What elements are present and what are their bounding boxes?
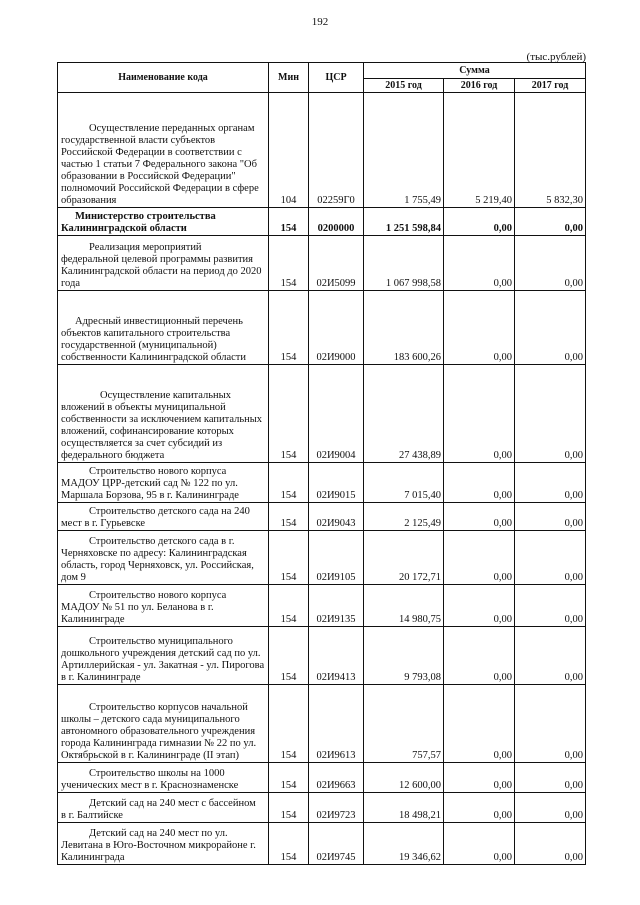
row-csr: 0200000 — [309, 208, 364, 236]
table-row — [58, 823, 586, 865]
row-name-rest: Черняховске по адресу: Калининградская область, город Черняховск, ул. Российская, дом 9 — [61, 548, 254, 583]
row-2015: 757,57 — [364, 685, 444, 763]
header-2015: 2015 год — [364, 79, 444, 93]
row-2017: 0,00 — [515, 585, 586, 627]
row-2016: 0,00 — [444, 365, 515, 463]
row-name-rest: мест в г. Гурьевске — [61, 518, 146, 529]
row-name-first: Реализация мероприятий — [89, 242, 202, 253]
row-name — [58, 365, 269, 463]
row-2015: 14 980,75 — [364, 585, 444, 627]
row-csr: 02И9015 — [309, 463, 364, 503]
row-name — [58, 793, 269, 823]
table-row — [58, 531, 586, 585]
row-2017: 0,00 — [515, 763, 586, 793]
row-2015: 183 600,26 — [364, 291, 444, 365]
row-min: 154 — [269, 208, 309, 236]
row-2015: 2 125,49 — [364, 503, 444, 531]
table-header — [58, 63, 586, 93]
row-2016: 0,00 — [444, 208, 515, 236]
row-name — [58, 93, 269, 208]
row-csr: 02И9105 — [309, 531, 364, 585]
row-name-first: Строительство детского сада в г. — [89, 536, 235, 547]
row-csr: 02И9663 — [309, 763, 364, 793]
row-min: 154 — [269, 463, 309, 503]
row-name-rest: в г. Балтийске — [61, 810, 123, 821]
row-2015: 1 755,49 — [364, 93, 444, 208]
row-min: 154 — [269, 365, 309, 463]
header-min: Мин — [269, 63, 309, 93]
row-csr: 02259Г0 — [309, 93, 364, 208]
row-name-first: Осуществление капитальных — [100, 390, 231, 401]
table-row — [58, 93, 586, 208]
row-2017: 0,00 — [515, 503, 586, 531]
row-name — [58, 503, 269, 531]
row-2015: 1 251 598,84 — [364, 208, 444, 236]
row-2017: 0,00 — [515, 463, 586, 503]
row-name-first: Строительство нового корпуса — [89, 590, 227, 601]
row-2016: 0,00 — [444, 685, 515, 763]
row-2016: 0,00 — [444, 291, 515, 365]
table-row — [58, 627, 586, 685]
row-csr: 02И5099 — [309, 236, 364, 291]
row-2017: 0,00 — [515, 823, 586, 865]
row-2017: 0,00 — [515, 531, 586, 585]
header-2016: 2016 год — [444, 79, 515, 93]
row-name-rest: школы – детского сада муниципального автономного образовательного учреждения города Калининграда гимназии № 22 по ул. Октябрьской в г. Калининграде (II этап) — [61, 714, 257, 761]
row-name-rest: МАДОУ ЦРР-детский сад № 122 по ул. Маршала Борзова, 95 в г. Калининграде — [61, 478, 239, 501]
table-row — [58, 463, 586, 503]
row-name — [58, 236, 269, 291]
row-csr: 02И9000 — [309, 291, 364, 365]
table-row — [58, 763, 586, 793]
row-csr: 02И9723 — [309, 793, 364, 823]
row-csr: 02И9004 — [309, 365, 364, 463]
row-2017: 0,00 — [515, 208, 586, 236]
row-name-rest: федеральной целевой программы развития Калининградской области на период до 2020 года — [61, 254, 262, 289]
row-min: 154 — [269, 793, 309, 823]
row-name — [58, 627, 269, 685]
row-2016: 0,00 — [444, 503, 515, 531]
row-min: 154 — [269, 585, 309, 627]
row-2017: 0,00 — [515, 627, 586, 685]
table-row — [58, 503, 586, 531]
row-name — [58, 208, 269, 236]
table-row — [58, 793, 586, 823]
table-row — [58, 585, 586, 627]
row-2016: 0,00 — [444, 236, 515, 291]
row-name-rest: ученических мест в г. Краснознаменске — [61, 780, 239, 791]
row-csr: 02И9613 — [309, 685, 364, 763]
row-min: 154 — [269, 763, 309, 793]
row-name-first: Строительство школы на 1000 — [89, 768, 225, 779]
row-name — [58, 823, 269, 865]
row-2017: 0,00 — [515, 291, 586, 365]
row-name-first: Строительство муниципального — [89, 636, 233, 647]
row-2015: 7 015,40 — [364, 463, 444, 503]
table-body — [58, 93, 586, 865]
row-2017: 0,00 — [515, 793, 586, 823]
row-2015: 1 067 998,58 — [364, 236, 444, 291]
row-2016: 5 219,40 — [444, 93, 515, 208]
row-min: 154 — [269, 503, 309, 531]
row-name-rest: МАДОУ № 51 по ул. Беланова в г. Калининграде — [61, 602, 214, 625]
row-min: 154 — [269, 823, 309, 865]
row-2016: 0,00 — [444, 531, 515, 585]
table-row — [58, 208, 586, 236]
row-name-rest: объектов капитального строительства государственной (муниципальной) собственности Калининградской области — [61, 328, 247, 363]
row-csr: 02И9135 — [309, 585, 364, 627]
row-name-first: Строительство детского сада на 240 — [89, 506, 250, 517]
row-name-first: Строительство корпусов начальной — [89, 702, 248, 713]
row-name-first: Детский сад на 240 мест по ул. — [89, 828, 228, 839]
row-name — [58, 291, 269, 365]
row-min: 104 — [269, 93, 309, 208]
row-2016: 0,00 — [444, 823, 515, 865]
row-name — [58, 463, 269, 503]
row-min: 154 — [269, 531, 309, 585]
row-name — [58, 531, 269, 585]
row-name-rest: государственной власти субъектов Российской Федерации в соответствии с частью 1 статьи 7 Федерального закона "Об образовании в Российской Федерации" полномочий Российской Федерации в сфере образования — [61, 135, 259, 206]
row-2015: 9 793,08 — [364, 627, 444, 685]
page-number: 192 — [311, 16, 329, 28]
row-name — [58, 685, 269, 763]
row-name-first: Адресный инвестиционный перечень — [75, 316, 243, 327]
row-2016: 0,00 — [444, 793, 515, 823]
table-row — [58, 685, 586, 763]
budget-table — [57, 62, 586, 865]
row-2016: 0,00 — [444, 763, 515, 793]
table-row — [58, 236, 586, 291]
row-2016: 0,00 — [444, 463, 515, 503]
row-2016: 0,00 — [444, 627, 515, 685]
units-label: (тыс.рублей) — [526, 51, 586, 63]
row-min: 154 — [269, 685, 309, 763]
row-2017: 0,00 — [515, 685, 586, 763]
row-2015: 27 438,89 — [364, 365, 444, 463]
header-2017: 2017 год — [515, 79, 586, 93]
row-name-first: Министерство строительства — [75, 211, 216, 222]
row-min: 154 — [269, 627, 309, 685]
header-sum: Сумма — [364, 63, 586, 79]
row-2017: 0,00 — [515, 365, 586, 463]
row-name-rest: дошкольного учреждения детский сад по ул. Артиллерийская - ул. Закатная - ул. Пирогова в г. Калининграде — [61, 648, 265, 683]
row-name-rest: вложений в объекты муниципальной собственности за исключением капитальных вложений, софинансирование которых осуществляется за счет субсидий из федерального бюджета — [61, 402, 263, 461]
row-csr: 02И9043 — [309, 503, 364, 531]
row-name-first: Осуществление переданных органам — [89, 123, 255, 134]
row-2016: 0,00 — [444, 585, 515, 627]
row-2015: 12 600,00 — [364, 763, 444, 793]
header-csr: ЦСР — [309, 63, 364, 93]
row-name-first: Строительство нового корпуса — [89, 466, 227, 477]
row-2017: 0,00 — [515, 236, 586, 291]
row-name-rest: Левитана в Юго-Восточном микрорайоне г. Калининграда — [61, 840, 256, 863]
row-2017: 5 832,30 — [515, 93, 586, 208]
row-name — [58, 585, 269, 627]
table-row — [58, 291, 586, 365]
row-2015: 19 346,62 — [364, 823, 444, 865]
row-name-rest: Калининградской области — [61, 223, 187, 234]
row-2015: 20 172,71 — [364, 531, 444, 585]
row-name — [58, 763, 269, 793]
row-csr: 02И9413 — [309, 627, 364, 685]
row-csr: 02И9745 — [309, 823, 364, 865]
header-name: Наименование кода — [58, 63, 269, 93]
table-row — [58, 365, 586, 463]
row-min: 154 — [269, 291, 309, 365]
row-min: 154 — [269, 236, 309, 291]
row-name-first: Детский сад на 240 мест с бассейном — [89, 798, 256, 809]
row-2015: 18 498,21 — [364, 793, 444, 823]
